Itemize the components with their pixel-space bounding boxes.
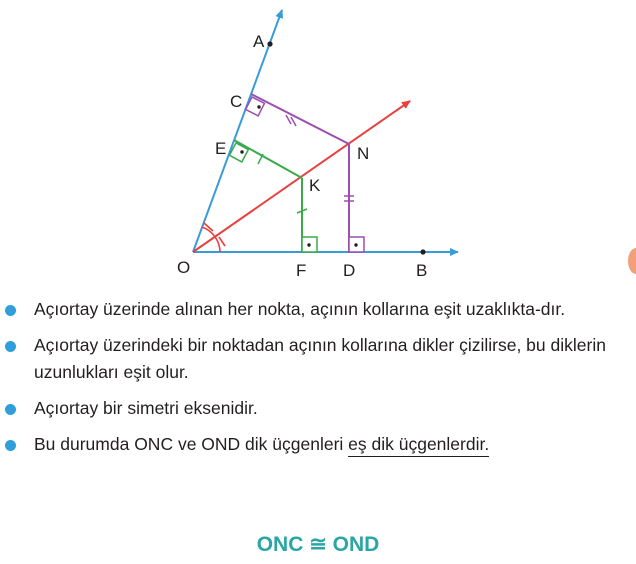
bullet-dot-icon bbox=[5, 404, 16, 415]
label-d: D bbox=[343, 261, 356, 280]
point-b bbox=[420, 249, 425, 254]
property-list bbox=[0, 296, 636, 467]
bullet-dot-icon bbox=[5, 305, 16, 316]
tick-nc-2 bbox=[291, 117, 296, 126]
bullet-dot-icon bbox=[5, 440, 16, 451]
segment-ke bbox=[234, 140, 302, 178]
congruence-statement: ONC ≅ OND bbox=[256, 533, 380, 556]
bullet-dot-icon bbox=[5, 341, 16, 352]
bullet-text: Açıortay üzerinde alınan her nokta, açının kollarına eşit uzaklıkta-dır. bbox=[34, 299, 566, 319]
angle-tick-2 bbox=[219, 237, 225, 246]
bullet-text: Bu durumda ONC ve OND dik üçgenleri bbox=[34, 434, 349, 454]
bullet-underlined-text: eş dik üçgenlerdir. bbox=[348, 434, 489, 457]
right-angle-e-dot bbox=[240, 150, 243, 153]
label-b: B bbox=[416, 261, 428, 280]
right-angle-c-dot bbox=[257, 105, 260, 108]
bullet-item bbox=[0, 332, 636, 386]
bullet-text: Açıortay üzerindeki bir noktadan açının kollarına dikler çizilirse, bu diklerin uzunlukları eşit olur. bbox=[34, 335, 606, 382]
label-a: A bbox=[253, 32, 265, 51]
bullet-item bbox=[0, 395, 636, 422]
label-k: K bbox=[309, 176, 321, 195]
point-a bbox=[267, 41, 272, 46]
segment-nc bbox=[251, 94, 349, 144]
ray-oa bbox=[193, 10, 282, 252]
label-o: O bbox=[177, 258, 191, 277]
label-e: E bbox=[215, 139, 227, 158]
right-angle-d-dot bbox=[354, 243, 357, 246]
label-c: C bbox=[230, 92, 243, 111]
bullet-item bbox=[0, 431, 636, 458]
right-angle-f-dot bbox=[307, 243, 310, 246]
tick-nc-1 bbox=[286, 115, 291, 124]
label-f: F bbox=[296, 261, 307, 280]
label-n: N bbox=[357, 144, 370, 163]
bullet-item bbox=[0, 296, 636, 323]
bullet-text: Açıortay bir simetri eksenidir. bbox=[34, 398, 258, 418]
